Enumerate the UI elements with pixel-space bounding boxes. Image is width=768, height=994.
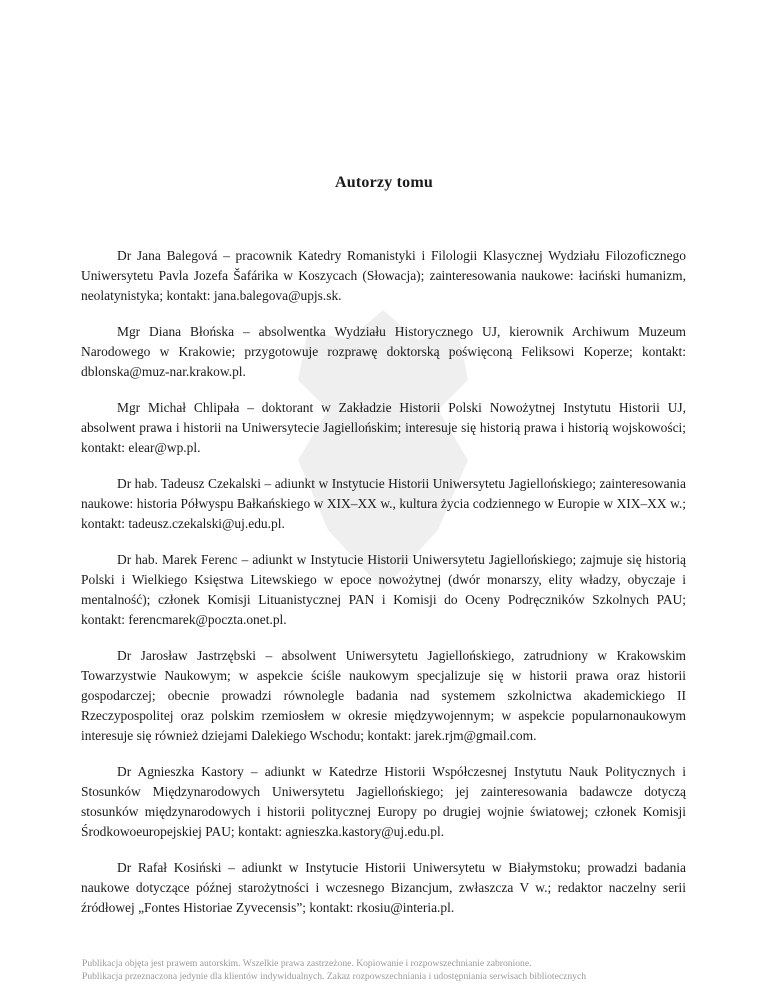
author-entry-czekalski: Dr hab. Tadeusz Czekalski – adiunkt w Instytucie Historii Uniwersytetu Jagiellońskiego; zainteresowania naukowe: historia Półwyspu Bałkańskiego w XIX–XX w., kultura życia codziennego w Europie w XIX–XX w.; kontakt: tadeusz.czekalski@uj.edu.pl. xyxy=(81,476,686,531)
copyright-footer xyxy=(82,957,586,983)
author-entry-chlipala: Mgr Michał Chlipała – doktorant w Zakładzie Historii Polski Nowożytnej Instytutu Historii UJ, absolwent prawa i historii na Uniwersytecie Jagiellońskim; interesuje się historią prawa i historią wojskowości; kontakt: elear@wp.pl. xyxy=(81,400,686,455)
author-entry-jastrzebski: Dr Jarosław Jastrzębski – absolwent Uniwersytetu Jagiellońskiego, zatrudniony w Krakowskim Towarzystwie Naukowym; w aspekcie ściśle naukowym specjalizuje się w historii prawa oraz historii gospodarczej; obecnie prowadzi równolegle badania nad systemem szkolnictwa akademickiego II Rzeczypospolitej oraz polskim rzemiosłem w okresie międzywojennym; w aspekcie popularnonaukowym interesuje się również dziejami Dalekiego Wschodu; kontakt: jarek.​rjm@gmail.com. xyxy=(81,648,686,743)
author-entry-kastory: Dr Agnieszka Kastory – adiunkt w Katedrze Historii Współczesnej Instytutu Nauk Politycznych i Stosunków Międzynarodowych Uniwersytetu Jagiellońskiego; jej zainteresowania badawcze dotyczą stosunków międzynarodowych i historii politycznej Europy po drugiej wojnie światowej; członek Komisji Środkowoeuropejskiej PAU; kontakt: agnieszka.kastory@uj.edu.pl. xyxy=(81,764,686,839)
author-entry-kosinski: Dr Rafał Kosiński – adiunkt w Instytucie Historii Uniwersytetu w Białymstoku; prowadzi badania naukowe dotyczące późnej starożytności i wczesnego Bizancjum, zwłaszcza V w.; redaktor naczelny serii źródłowej „Fontes Historiae Zyvecensis”; kontakt: rkosiu@interia.pl. xyxy=(81,860,686,915)
page-title: Autorzy tomu xyxy=(335,173,433,191)
copyright-line-1: Publikacja objęta jest prawem autorskim. Wszelkie prawa zastrzeżone. Kopiowanie i rozpowszechnianie zabronione. xyxy=(82,958,532,969)
author-entry-blonska: Mgr Diana Błońska – absolwentka Wydziału Historycznego UJ, kierownik Archiwum Muzeum Narodowego w Krakowie; przygotowuje rozprawę doktorską poświęconą Feliksowi Koperze; kontakt: dblonska@muz-nar.krakow.pl. xyxy=(81,324,686,379)
author-entry-balegova: Dr Jana Balegová – pracownik Katedry Romanistyki i Filologii Klasycznej Wydziału Filozoficznego Uniwersytetu Pavla Jozefa Šafárika w Koszycach (Słowacja); zainteresowania naukowe: łaciński humanizm, neolatynistyka; kontakt: jana.balegova@upjs.sk. xyxy=(81,248,686,303)
copyright-line-2: Publikacja przeznaczona jedynie dla klientów indywidualnych. Zakaz rozpowszechniania i udostępniania serwisach bibliotecznych xyxy=(82,971,587,982)
authors-list xyxy=(81,246,686,934)
author-entry-ferenc: Dr hab. Marek Ferenc – adiunkt w Instytucie Historii Uniwersytetu Jagiellońskiego; zajmuje się historią Polski i Wielkiego Księstwa Litewskiego w epoce nowożytnej (dwór monarszy, elity władzy, obyczaje i mentalność); członek Komisji Lituanistycznej PAN i Komisji do Oceny Podręczników Szkolnych PAU; kontakt: ferencmarek@poczta.onet.pl. xyxy=(81,552,686,627)
